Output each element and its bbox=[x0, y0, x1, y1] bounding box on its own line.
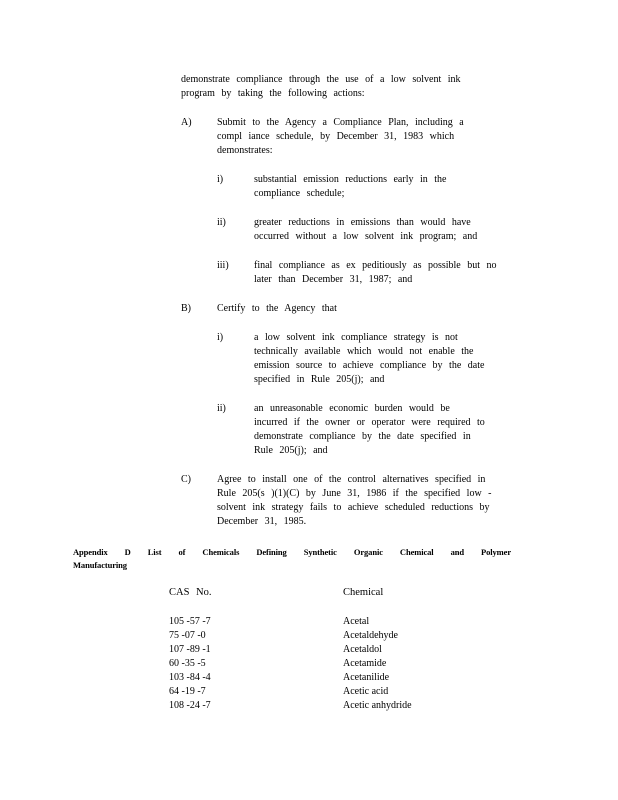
item-a-iii-line: later than December 31, 1987; and bbox=[254, 274, 413, 285]
cas-cell: 64 -19 -7 bbox=[169, 686, 206, 697]
item-b-ii-label: ii) bbox=[217, 403, 226, 414]
item-b-i-text bbox=[254, 331, 509, 387]
item-a-ii-text bbox=[254, 216, 509, 244]
item-c-line: solvent ink strategy fails to achieve scheduled reductions by bbox=[217, 502, 490, 513]
item-b-label: B) bbox=[181, 303, 191, 314]
item-b-i-line: technically available which would not enable the bbox=[254, 346, 474, 357]
item-c-line: Agree to install one of the control alternatives specified in bbox=[217, 474, 486, 485]
chemical-cell: Acetaldehyde bbox=[343, 630, 398, 641]
item-b-ii-line: Rule 205(j); and bbox=[254, 445, 328, 456]
item-a-text bbox=[217, 116, 507, 158]
appendix-heading bbox=[73, 546, 512, 572]
item-c-label: C) bbox=[181, 474, 191, 485]
cas-cell: 107 -89 -1 bbox=[169, 644, 211, 655]
item-a-iii-text bbox=[254, 259, 509, 287]
item-a-line: demonstrates: bbox=[217, 145, 273, 156]
chemical-cell: Acetic anhydride bbox=[343, 700, 412, 711]
cas-cell: 108 -24 -7 bbox=[169, 700, 211, 711]
intro-line-1: demonstrate compliance through the use of a low solvent ink bbox=[181, 74, 461, 85]
item-b-i-label: i) bbox=[217, 332, 224, 343]
chemical-cell: Acetanilide bbox=[343, 672, 390, 683]
item-b-ii-text bbox=[254, 402, 509, 458]
item-a-i-line: substantial emission reductions early in the bbox=[254, 174, 447, 185]
item-a-ii-label: ii) bbox=[217, 217, 226, 228]
cas-cell: 103 -84 -4 bbox=[169, 672, 211, 683]
item-b-ii-line: demonstrate compliance by the date specified in bbox=[254, 431, 471, 442]
item-a-line: Submit to the Agency a Compliance Plan, including a bbox=[217, 117, 464, 128]
cas-cell: 60 -35 -5 bbox=[169, 658, 206, 669]
appendix-heading-line-1: Appendix D List of Chemicals Defining Synthetic Organic Chemical and Polymer bbox=[73, 547, 512, 557]
item-b-ii-line: incurred if the owner or operator were required to bbox=[254, 417, 485, 428]
item-a-i-text bbox=[254, 173, 509, 201]
item-c-line: Rule 205(s )(1)(C) by June 31, 1986 if the specified low - bbox=[217, 488, 492, 499]
chemical-cell: Acetamide bbox=[343, 658, 387, 669]
item-b-text bbox=[217, 302, 507, 316]
intro-line-2: program by taking the following actions: bbox=[181, 88, 365, 99]
chemical-cell: Acetal bbox=[343, 616, 370, 627]
cas-column bbox=[169, 615, 211, 713]
cas-cell: 75 -07 -0 bbox=[169, 630, 206, 641]
cas-column-header: CAS No. bbox=[169, 587, 212, 598]
chemical-column-header: Chemical bbox=[343, 587, 384, 598]
cas-cell: 105 -57 -7 bbox=[169, 616, 211, 627]
chemical-cell: Acetaldol bbox=[343, 644, 382, 655]
intro-paragraph bbox=[181, 73, 481, 101]
item-a-iii-label: iii) bbox=[217, 260, 229, 271]
chemical-column bbox=[343, 615, 412, 713]
item-b-ii-line: an unreasonable economic burden would be bbox=[254, 403, 450, 414]
item-b-i-line: emission source to achieve compliance by the date bbox=[254, 360, 485, 371]
item-a-ii-line: occurred without a low solvent ink program; and bbox=[254, 231, 478, 242]
item-a-iii-line: final compliance as ex peditiously as possible but no bbox=[254, 260, 497, 271]
item-b-i-line: specified in Rule 205(j); and bbox=[254, 374, 385, 385]
item-c-text bbox=[217, 473, 512, 529]
item-c-line: December 31, 1985. bbox=[217, 516, 307, 527]
appendix-heading-line-2: Manufacturing bbox=[73, 560, 127, 570]
item-b-i-line: a low solvent ink compliance strategy is not bbox=[254, 332, 458, 343]
item-a-i-label: i) bbox=[217, 174, 224, 185]
item-a-ii-line: greater reductions in emissions than would have bbox=[254, 217, 471, 228]
item-b-line: Certify to the Agency that bbox=[217, 303, 337, 314]
item-a-i-line: compliance schedule; bbox=[254, 188, 345, 199]
item-a-label: A) bbox=[181, 117, 192, 128]
item-a-line: compl iance schedule, by December 31, 1983 which bbox=[217, 131, 455, 142]
chemical-cell: Acetic acid bbox=[343, 686, 389, 697]
